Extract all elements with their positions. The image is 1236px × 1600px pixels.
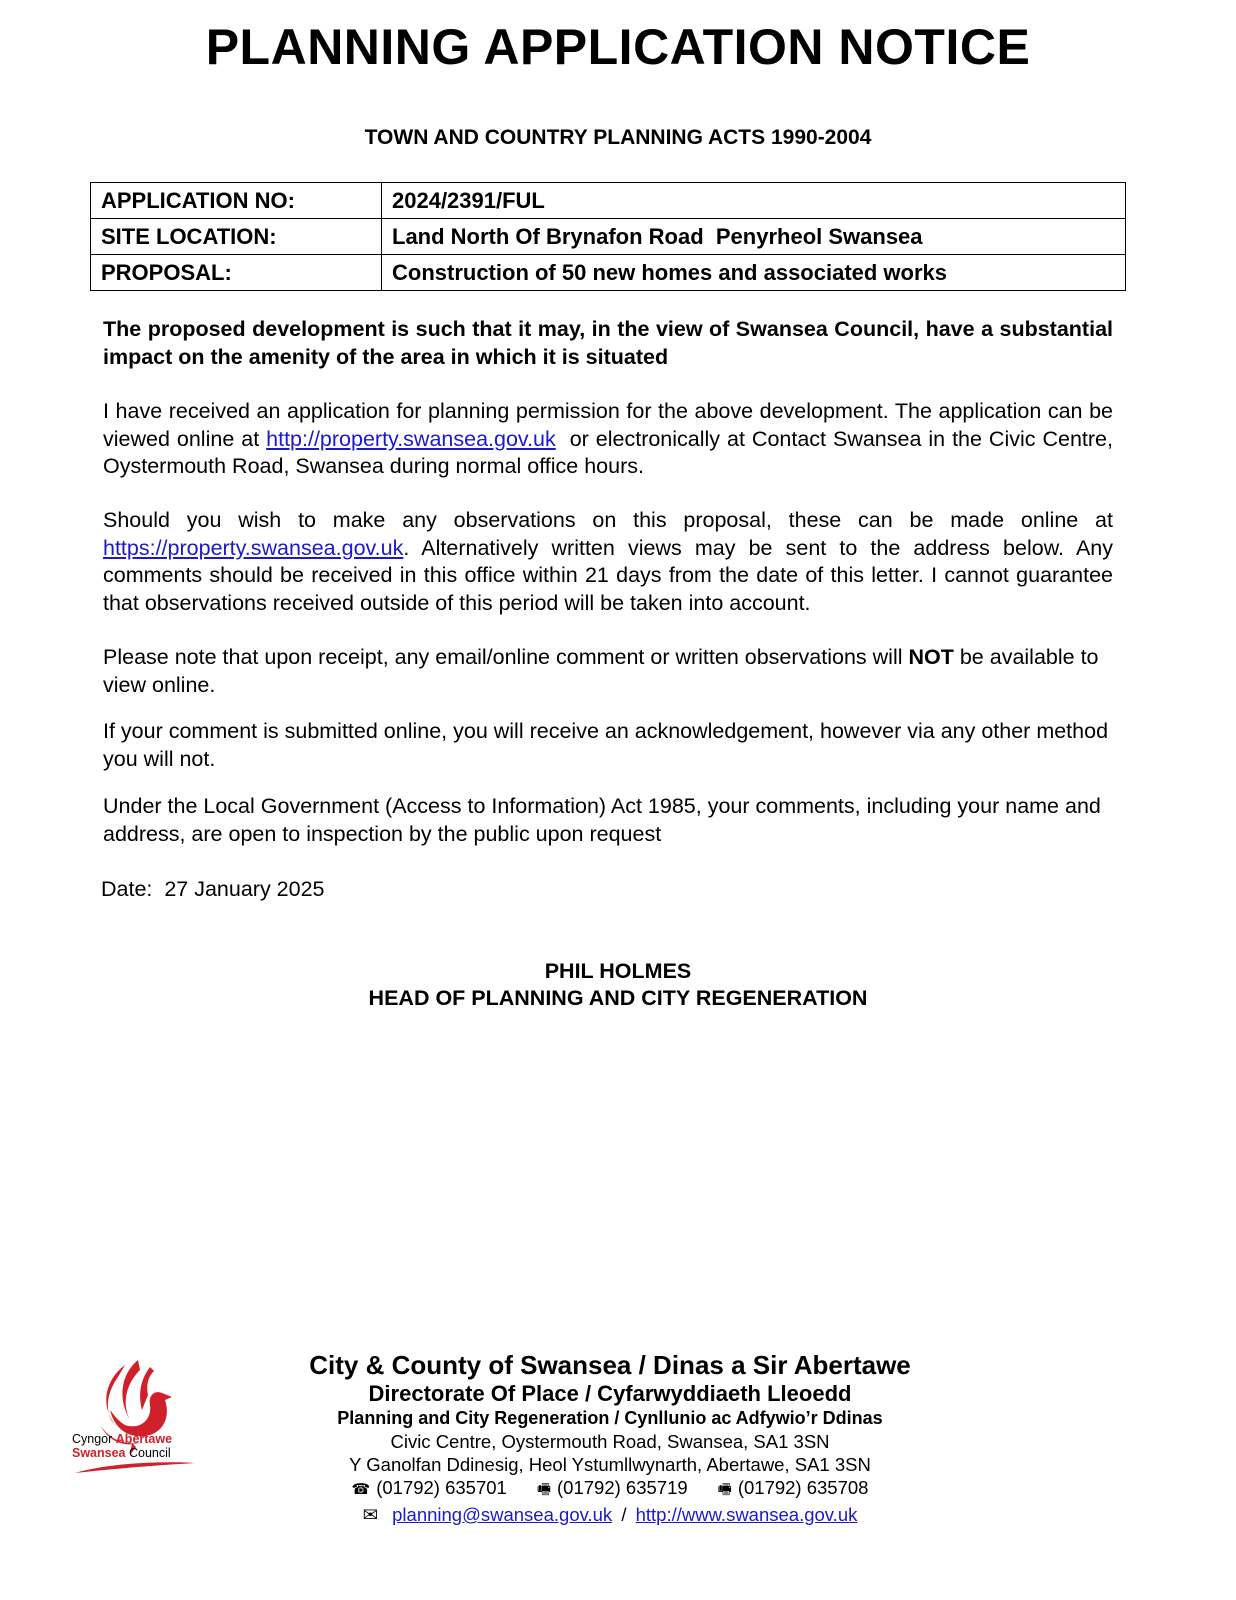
signatory-role: HEAD OF PLANNING AND CITY REGENERATION: [368, 986, 868, 1010]
fax-icon: 🖷: [536, 1481, 552, 1498]
signatory-name: PHIL HOLMES: [544, 959, 692, 983]
footer-address-cy: Y Ganolfan Ddinesig, Heol Ystumllwynarth, Abertawe, SA1 3SN: [349, 1454, 871, 1475]
link-separator: /: [621, 1504, 627, 1525]
acknowledgement-paragraph: If your comment is submitted online, you will receive an acknowledgement, however via any other method you will not.: [103, 719, 1109, 771]
logo-text-council: Council: [125, 1446, 171, 1460]
footer-directorate: Directorate Of Place / Cyfarwyddiaeth Lleoedd: [368, 1381, 852, 1406]
footer-department: Planning and City Regeneration / Cynllunio ac Adfywio’r Ddinas: [337, 1408, 883, 1428]
page-title: PLANNING APPLICATION NOTICE: [205, 19, 1031, 75]
website-link[interactable]: http://www.swansea.gov.uk: [635, 1504, 858, 1525]
application-no-label: APPLICATION NO:: [91, 183, 382, 219]
site-location-value: Land North Of Brynafon Road Penyrheol Swansea: [382, 219, 1126, 255]
para-text: I have received an application for planning permission for the above development. The application can be viewed online at: [103, 399, 1113, 451]
footer-council-name: City & County of Swansea / Dinas a Sir Abertawe: [309, 1350, 911, 1380]
para-text: Please note that upon receipt, any email/online comment or written observations will: [103, 645, 909, 669]
logo-text-abertawe: Abertawe: [115, 1432, 173, 1446]
impact-statement: The proposed development is such that it may, in the view of Swansea Council, have a substantial impact on the amenity of the area in which it is situated: [103, 317, 1113, 369]
table-row: [91, 255, 1126, 291]
site-location-label: SITE LOCATION:: [91, 219, 382, 255]
footer-web-contacts: [250, 1503, 970, 1526]
footer-contact-numbers: [250, 1476, 970, 1501]
logo-text-cy: Cyngor: [72, 1432, 116, 1446]
letter-date: Date: 27 January 2025: [101, 877, 325, 901]
fax-number-1: (01792) 635719: [557, 1477, 688, 1498]
property-https-link[interactable]: https://property.swansea.gov.uk: [103, 535, 404, 560]
footer-address-en: Civic Centre, Oystermouth Road, Swansea, SA1 3SN: [390, 1431, 830, 1452]
access-information-paragraph: Under the Local Government (Access to Information) Act 1985, your comments, including your name and address, are open to inspection by the public upon request: [103, 794, 1101, 846]
para-text: be available to view online.: [103, 645, 1099, 697]
signature-block: [0, 958, 1236, 1012]
footer-address-block: [250, 1350, 970, 1526]
email-link[interactable]: planning@swansea.gov.uk: [392, 1504, 613, 1525]
proposal-value: Construction of 50 new homes and associated works: [382, 255, 1126, 291]
phone-number: (01792) 635701: [376, 1477, 507, 1498]
para-text: . Alternatively written views may be sent to the address below. Any comments should be received in this office within 21 days from the date of this letter. I cannot guarantee that observations received outside of this period will be taken into account.: [103, 535, 1113, 615]
proposal-label: PROPOSAL:: [91, 255, 382, 291]
application-paragraph: [103, 398, 1119, 481]
property-link[interactable]: http://property.swansea.gov.uk: [266, 426, 556, 451]
email-icon: ✉: [362, 1504, 379, 1525]
page-subtitle: TOWN AND COUNTRY PLANNING ACTS 1990-2004: [364, 126, 872, 149]
application-details-table: [90, 182, 1126, 291]
observations-paragraph: [103, 507, 1113, 617]
not-emphasis: NOT: [908, 645, 954, 669]
fax-number-2: (01792) 635708: [737, 1477, 869, 1498]
table-row: [91, 219, 1126, 255]
fax-icon: 🖷: [717, 1481, 732, 1498]
para-text: Should you wish to make any observations on this proposal, these can be made online at: [103, 508, 1113, 532]
table-row: [91, 183, 1126, 219]
application-no-value: 2024/2391/FUL: [382, 183, 1126, 219]
phone-icon: ☎: [351, 1481, 371, 1498]
note-paragraph: [103, 644, 1113, 699]
logo-text-swansea: Swansea: [72, 1446, 126, 1460]
para-text: or electronically at Contact Swansea in the Civic Centre, Oystermouth Road, Swansea during normal office hours.: [103, 426, 1119, 478]
council-logo-text: [72, 1432, 172, 1460]
